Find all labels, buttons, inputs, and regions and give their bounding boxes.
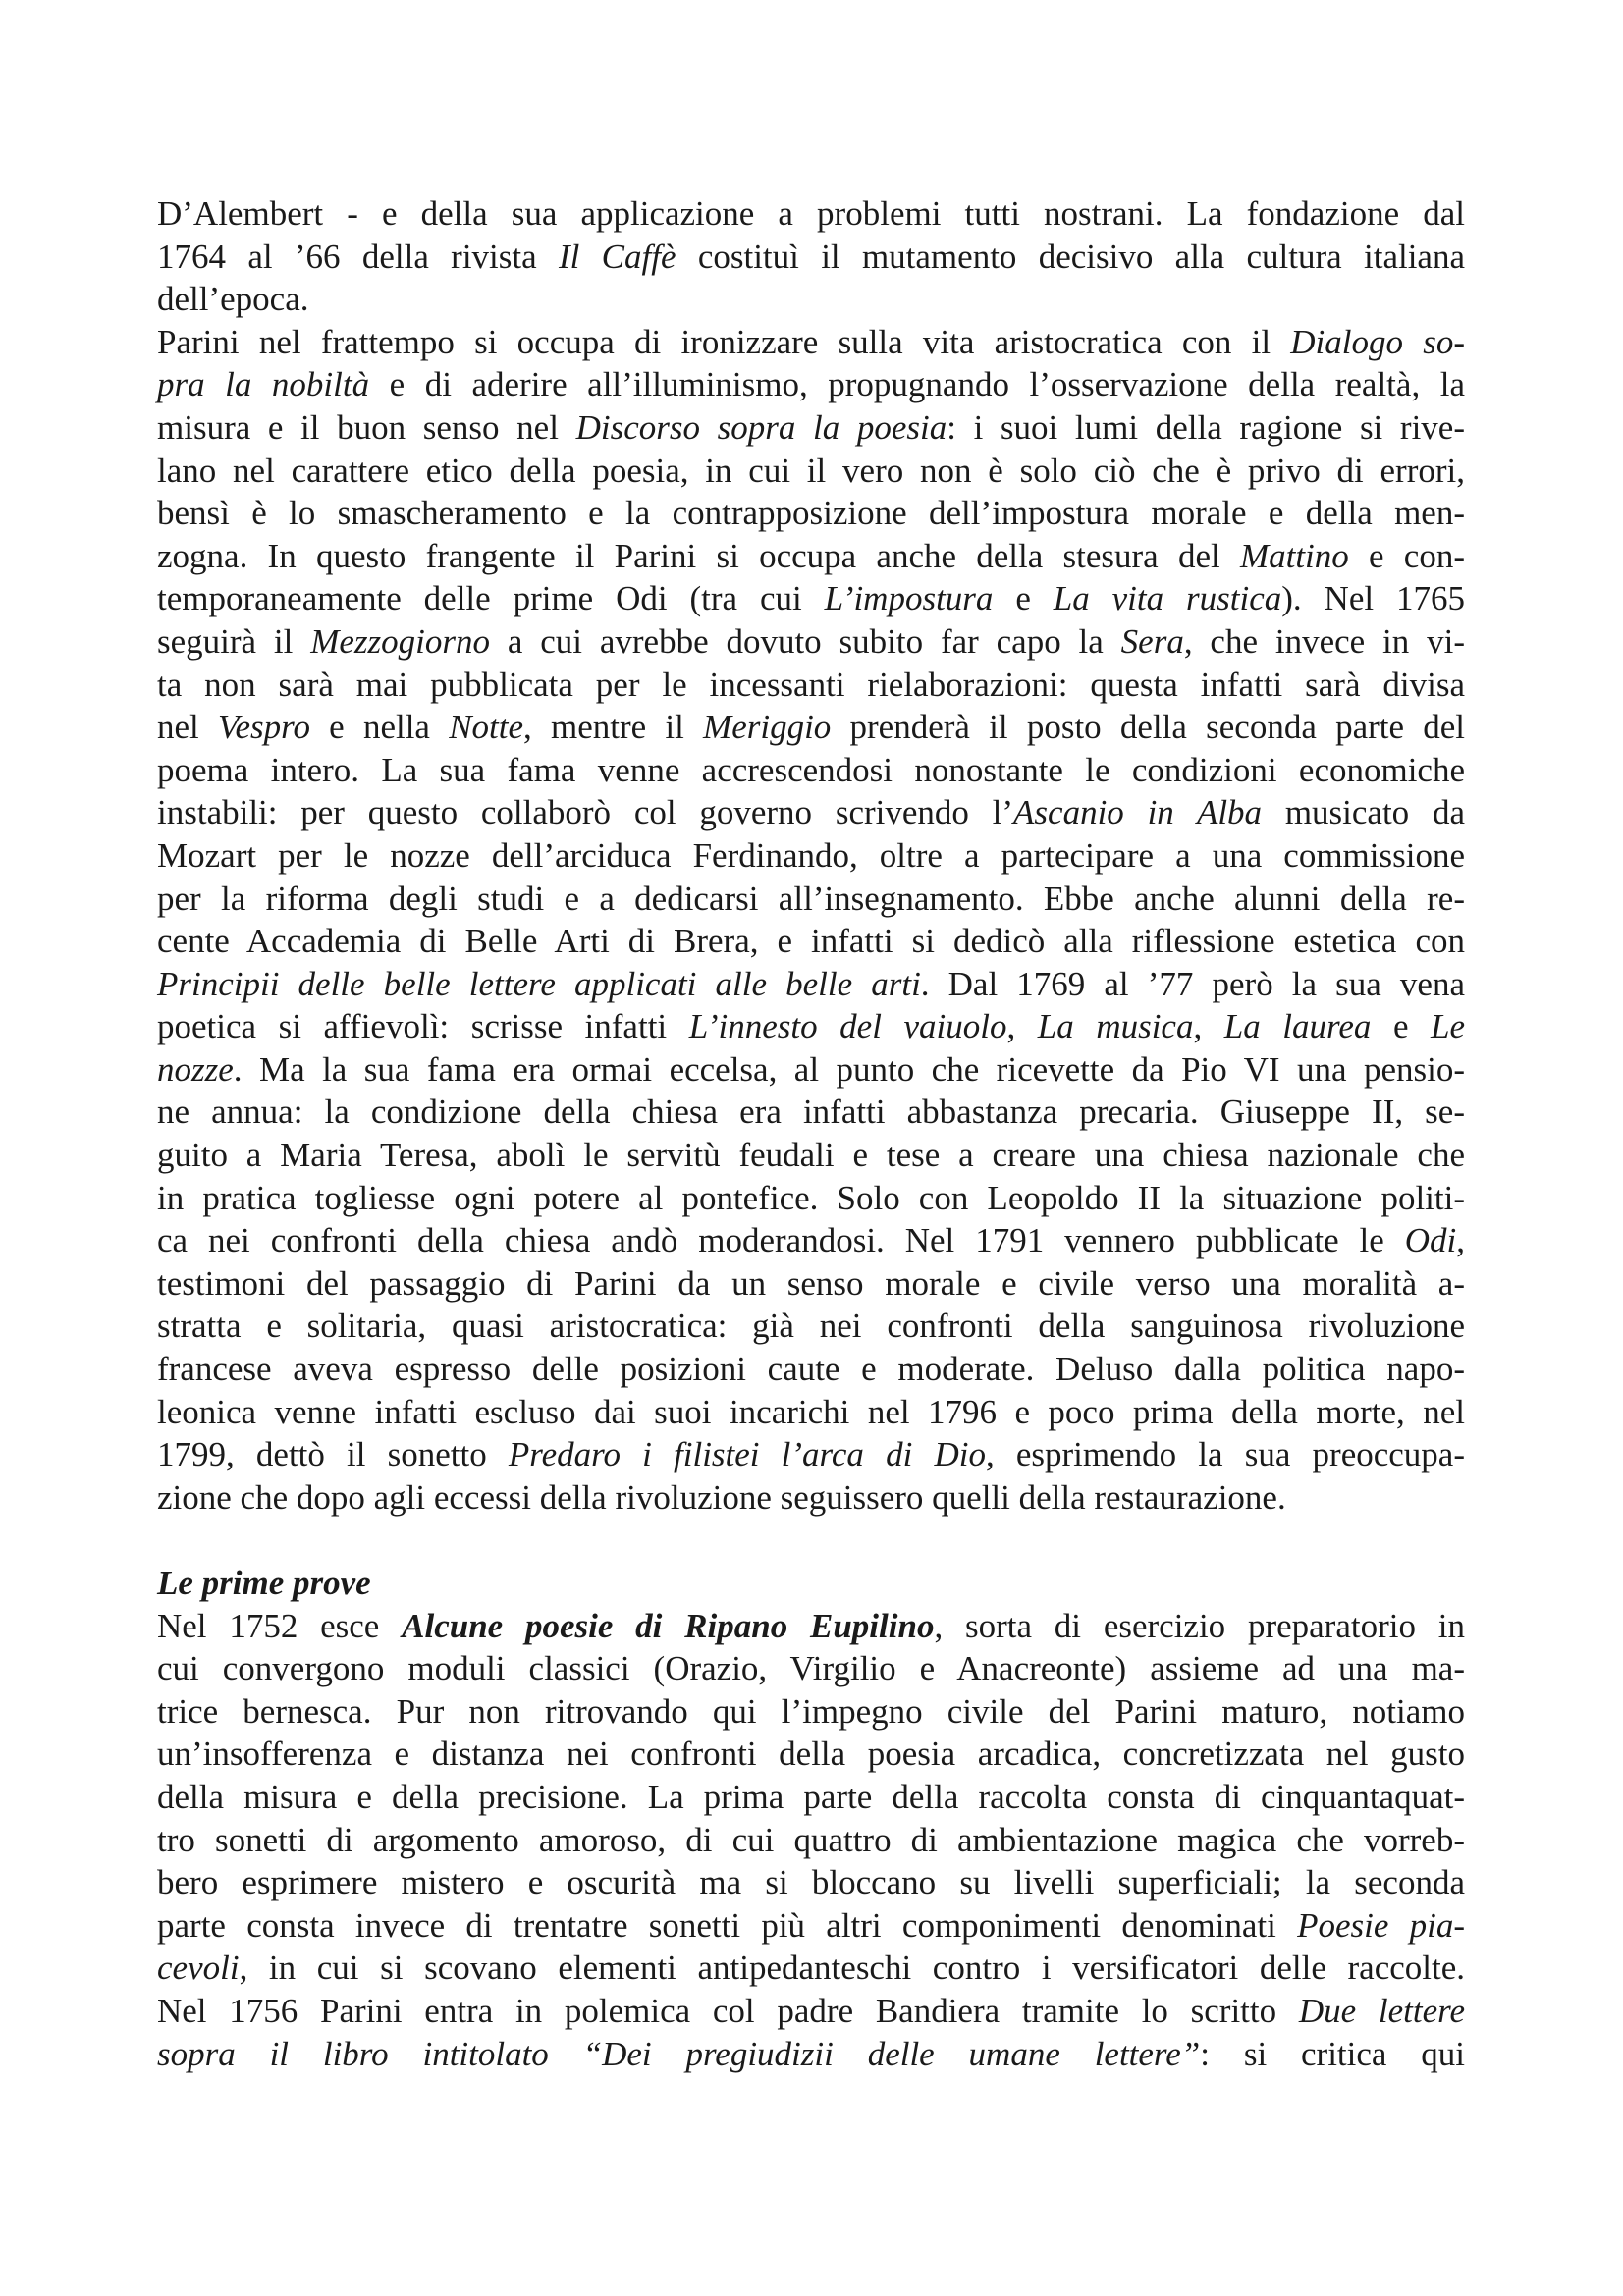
section-heading: Le prime prove bbox=[157, 1564, 371, 1602]
text-line: ne annua: la condizione della chiesa era infatti abbastanza precaria. Giuseppe II, se- bbox=[157, 1093, 1465, 1132]
text-line: 1764 al ’66 della rivista Il Caffè costituì il mutamento decisivo alla cultura italiana bbox=[157, 237, 1465, 276]
text-line: ta non sarà mai pubblicata per le incessanti rielaborazioni: questa infatti sarà divisa bbox=[157, 665, 1465, 704]
text-line: bero esprimere mistero e oscurità ma si bloccano su livelli superficiali; la seconda bbox=[157, 1863, 1465, 1902]
text-line: poetica si affievolì: scrisse infatti L’innesto del vaiuolo, La musica, La laurea e Le bbox=[157, 1007, 1466, 1046]
text-line: parte consta invece di trentatre sonetti più altri componimenti denominati Poesie pia- bbox=[157, 1905, 1465, 1945]
italic-title: Poesie pia- bbox=[1297, 1905, 1465, 1945]
text-line: misura e il buon senso nel Discorso sopra la poesia: i suoi lumi della ragione si rive- bbox=[157, 407, 1465, 447]
text-line: seguirà il Mezzogiorno a cui avrebbe dovuto subito far capo la Sera, che invece in vi- bbox=[157, 621, 1465, 661]
italic-title: Il Caffè bbox=[558, 237, 676, 276]
text-line: trice bernesca. Pur non ritrovando qui l’impegno civile del Parini maturo, notiamo bbox=[157, 1691, 1465, 1731]
italic-title: Mezzogiorno bbox=[310, 621, 490, 661]
italic-title: Odi bbox=[1404, 1221, 1457, 1260]
text-line: guito a Maria Teresa, abolì le servitù feudali e tese a creare una chiesa nazionale che bbox=[157, 1136, 1465, 1175]
italic-title: pra la nobiltà bbox=[157, 365, 370, 404]
italic-title: La laurea bbox=[1223, 1007, 1372, 1046]
section-paragraphs bbox=[157, 192, 1465, 1519]
section-paragraphs-prime-prove bbox=[157, 1605, 1465, 2076]
italic-title: L’innesto del vaiuolo bbox=[688, 1007, 1007, 1046]
italic-title: Ascanio in Alba bbox=[1013, 793, 1263, 832]
text-line: leonica venne infatti escluso dai suoi incarichi nel 1796 e poco prima della morte, nel bbox=[157, 1392, 1465, 1431]
text-line: per la riforma degli studi e a dedicarsi all’insegnamento. Ebbe anche alunni della re- bbox=[157, 879, 1465, 918]
text-line: cevoli, in cui si scovano elementi antipedanteschi contro i versificatori delle raccolte. bbox=[157, 1949, 1465, 1988]
text-line: Nel 1752 esce Alcune poesie di Ripano Eupilino, sorta di esercizio preparatorio in bbox=[157, 1606, 1465, 1645]
italic-title: sopra il libro intitolato “Dei pregiudizii delle umane lettere” bbox=[157, 2034, 1201, 2073]
italic-title: La vita rustica bbox=[1053, 579, 1282, 618]
text-line: Principii delle belle lettere applicati alle belle arti. Dal 1769 al ’77 però la sua vena bbox=[157, 964, 1465, 1003]
italic-title: nozze bbox=[157, 1049, 234, 1089]
text-line: stratta e solitaria, quasi aristocratica: già nei confronti della sanguinosa rivoluzione bbox=[157, 1307, 1465, 1346]
text-line: Mozart per le nozze dell’arciduca Ferdinando, oltre a partecipare a una commissione bbox=[157, 835, 1465, 875]
text-line: Nel 1756 Parini entra in polemica col padre Bandiera tramite lo scritto Due lettere bbox=[157, 1991, 1465, 2030]
text-line: in pratica togliesse ogni potere al pontefice. Solo con Leopoldo II la situazione politi- bbox=[157, 1178, 1465, 1217]
text-line: pra la nobiltà e di aderire all’illuminismo, propugnando l’osservazione della realtà, la bbox=[157, 365, 1465, 404]
text-line: cente Accademia di Belle Arti di Brera, e infatti si dedicò alla riflessione estetica con bbox=[157, 922, 1465, 961]
text-line: nel Vespro e nella Notte, mentre il Meriggio prenderà il posto della seconda parte del bbox=[157, 708, 1465, 747]
italic-title: Dialogo so- bbox=[1290, 322, 1466, 361]
text-line: sopra il libro intitolato “Dei pregiudizii delle umane lettere”: si critica qui bbox=[157, 2034, 1465, 2073]
text-line: ca nei confronti della chiesa andò moderandosi. Nel 1791 vennero pubblicate le Odi, bbox=[157, 1221, 1465, 1260]
text-line: Parini nel frattempo si occupa di ironizzare sulla vita aristocratica con il Dialogo so- bbox=[157, 322, 1466, 361]
text-line: bensì è lo smascheramento e la contrapposizione dell’impostura morale e della men- bbox=[157, 494, 1465, 533]
italic-title: cevoli bbox=[157, 1949, 240, 1988]
text-line: testimoni del passaggio di Parini da un senso morale e civile verso una moralità a- bbox=[157, 1263, 1465, 1303]
text-line: dell’epoca. bbox=[157, 280, 309, 319]
italic-title: Sera bbox=[1120, 621, 1184, 661]
italic-title: Vespro bbox=[217, 708, 310, 747]
text-line: D’Alembert - e della sua applicazione a problemi tutti nostrani. La fondazione dal bbox=[157, 194, 1465, 233]
text-line: lano nel carattere etico della poesia, in cui il vero non è solo ciò che è privo di errori, bbox=[157, 451, 1465, 490]
text-line: un’insofferenza e distanza nei confronti della poesia arcadica, concretizzata nel gusto bbox=[157, 1735, 1465, 1774]
italic-title: Meriggio bbox=[703, 708, 832, 747]
italic-title: Principii delle belle lettere applicati alle belle arti bbox=[157, 964, 921, 1003]
text-line: poema intero. La sua fama venne accrescendosi nonostante le condizioni economiche bbox=[157, 750, 1465, 789]
italic-title: Mattino bbox=[1239, 536, 1349, 575]
italic-title: L’impostura bbox=[824, 579, 994, 618]
text-line: temporaneamente delle prime Odi (tra cui L’impostura e La vita rustica). Nel 1765 bbox=[157, 579, 1465, 618]
text-line: 1799, dettò il sonetto Predaro i filistei l’arca di Dio, esprimendo la sua preoccupa- bbox=[157, 1435, 1465, 1474]
text-line: instabili: per questo collaborò col governo scrivendo l’Ascanio in Alba musicato da bbox=[157, 793, 1465, 832]
section-gap bbox=[157, 1519, 1465, 1562]
text-line: zione che dopo agli eccessi della rivoluzione seguissero quelli della restaurazione. bbox=[157, 1477, 1286, 1517]
italic-title: Le bbox=[1431, 1007, 1466, 1046]
italic-title: Discorso sopra la poesia bbox=[575, 407, 947, 447]
italic-title: Notte bbox=[449, 708, 524, 747]
text-line: della misura e della precisione. La prima parte della raccolta consta di cinquantaquat- bbox=[157, 1777, 1465, 1816]
text-line: cui convergono moduli classici (Orazio, Virgilio e Anacreonte) assieme ad una ma- bbox=[157, 1649, 1465, 1688]
italic-title: La musica bbox=[1037, 1007, 1194, 1046]
text-line: nozze. Ma la sua fama era ormai eccelsa, al punto che ricevette da Pio VI una pensio- bbox=[157, 1049, 1465, 1089]
text-line: tro sonetti di argomento amoroso, di cui quattro di ambientazione magica che vorreb- bbox=[157, 1820, 1465, 1859]
text-column bbox=[157, 192, 1465, 2075]
italic-title: Predaro i filistei l’arca di Dio bbox=[508, 1435, 986, 1474]
text-line: zogna. In questo frangente il Parini si occupa anche della stesura del Mattino e con- bbox=[157, 536, 1465, 575]
italic-title: Due lettere bbox=[1298, 1991, 1465, 2030]
text-line: francese aveva espresso delle posizioni caute e moderate. Deluso dalla politica napo- bbox=[157, 1350, 1465, 1389]
bold-italic-title: Alcune poesie di Ripano Eupilino bbox=[402, 1606, 935, 1645]
